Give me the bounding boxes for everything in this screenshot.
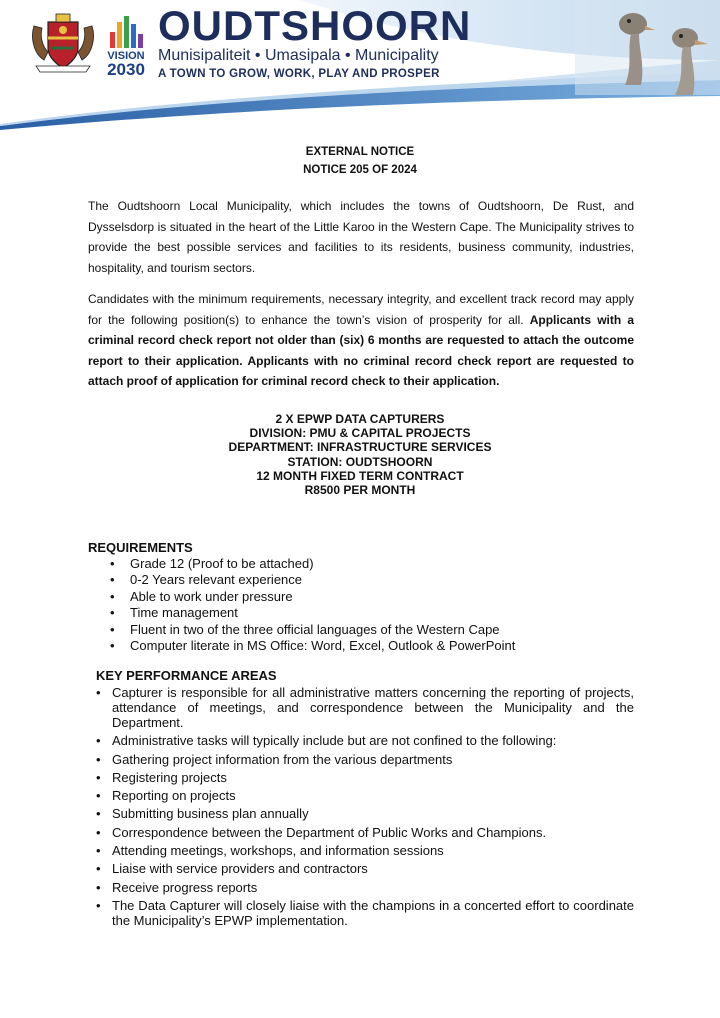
list-item: • Attending meetings, workshops, and information sessions (94, 843, 634, 858)
notice-type-heading: EXTERNAL NOTICE (305, 146, 415, 158)
list-item: • Grade 12 (Proof to be attached) (110, 556, 515, 572)
list-item: • Correspondence between the Department of Public Works and Champions. (94, 825, 634, 840)
position-salary: R8500 PER MONTH (304, 483, 416, 498)
list-item: • Receive progress reports (94, 880, 634, 895)
list-item: • Computer literate in MS Office: Word, Excel, Outlook & PowerPoint (110, 638, 515, 654)
list-item: • Fluent in two of the three official languages of the Western Cape (110, 622, 515, 638)
list-item: • Submitting business plan annually (94, 806, 634, 821)
requirements-list (110, 556, 515, 654)
position-details (0, 412, 720, 497)
kpa-heading: KEY PERFORMANCE AREAS (96, 668, 277, 683)
list-item: • Reporting on projects (94, 788, 634, 803)
position-division: DIVISION: PMU & CAPITAL PROJECTS (249, 426, 471, 441)
list-item: • Registering projects (94, 770, 634, 785)
candidates-paragraph (88, 289, 634, 392)
position-title: 2 X EPWP DATA CAPTURERS (275, 412, 445, 426)
list-item: • Gathering project information from the various departments (94, 752, 634, 767)
criminal-record-notice: Applicants with a criminal record check report not older than (six) 6 months are requested to attach the outcome report to their application. Applicants with no criminal record check report are requested to attach proof of application for criminal record check to their application. (88, 312, 634, 388)
position-contract: 12 MONTH FIXED TERM CONTRACT (256, 468, 464, 483)
vision-2030-label (103, 50, 149, 78)
vision-year: 2030 (107, 60, 145, 79)
ostrich-photo-icon (575, 0, 720, 95)
position-station: STATION: OUDTSHOORN (287, 454, 433, 469)
municipality-tagline: A TOWN TO GROW, WORK, PLAY AND PROSPER (158, 68, 440, 80)
municipality-subtitle: Munisipaliteit • Umasipala • Municipality (158, 47, 439, 64)
list-item: • Administrative tasks will typically include but are not confined to the following: (94, 733, 634, 748)
brand-block (158, 4, 471, 82)
municipality-name: OUDTSHOORN (158, 2, 472, 49)
notice-number-heading: NOTICE 205 OF 2024 (303, 164, 417, 176)
list-item: • 0-2 Years relevant experience (110, 572, 515, 588)
municipal-crest-icon (26, 12, 100, 74)
letterhead (0, 0, 720, 130)
list-item: • Able to work under pressure (110, 589, 515, 605)
candidates-text: Candidates with the minimum requirements, necessary integrity, and excellent track record may apply for the following position(s) to enhance the town’s vision of prosperity for all. (88, 292, 634, 327)
position-department: DEPARTMENT: INFRASTRUCTURE SERVICES (228, 440, 492, 455)
list-item: • Liaise with service providers and contractors (94, 861, 634, 876)
requirements-heading: REQUIREMENTS (88, 540, 193, 555)
list-item: • The Data Capturer will closely liaise with the champions in a concerted effort to coordinate the Municipality’s EPWP implementation. (94, 898, 634, 928)
kpa-list (94, 685, 634, 931)
vision-label: VISION (107, 50, 145, 62)
list-item: • Capturer is responsible for all administrative matters concerning the reporting of projects, attendance of meetings, and correspondence between the Municipality and the Department. (94, 685, 634, 730)
list-item: • Time management (110, 605, 515, 621)
intro-paragraph: The Oudtshoorn Local Municipality, which includes the towns of Oudtshoorn, De Rust, and Dysselsdorp is situated in the heart of the Little Karoo in the Western Cape. The Municipality strives to provide the best possible services and facilities to its residents, business community, industries, hospitality, and tourism sectors. (88, 199, 634, 275)
